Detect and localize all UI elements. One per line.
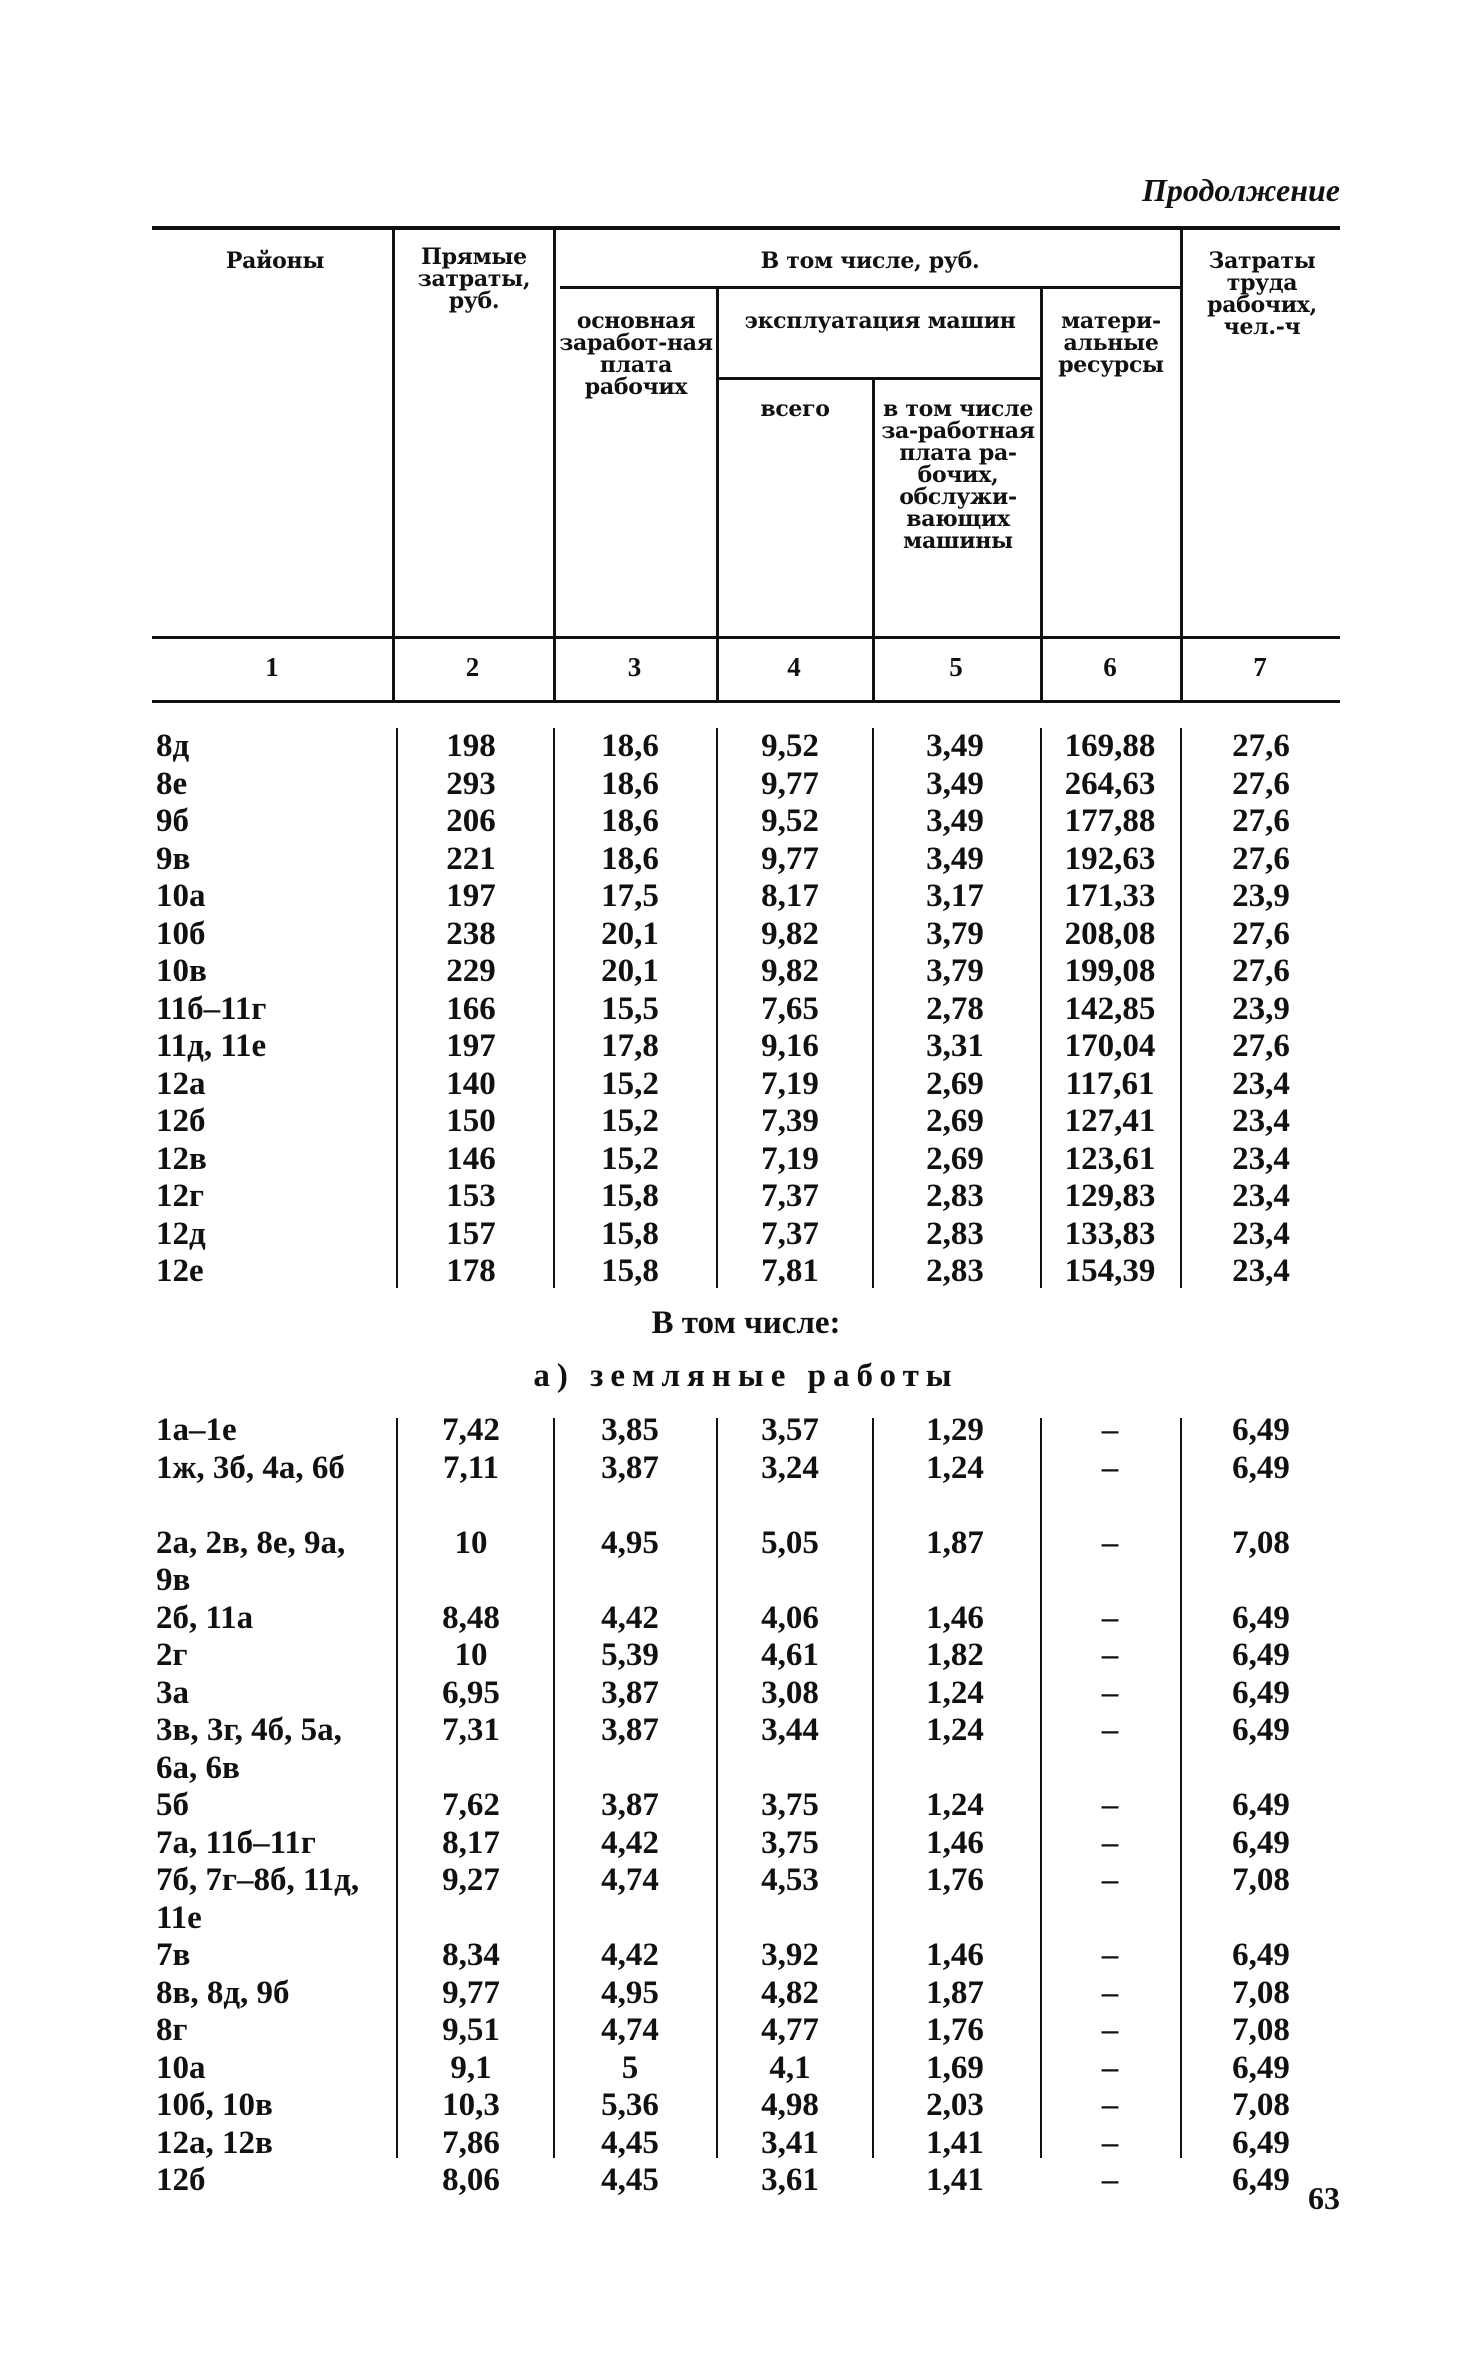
region-cell: 12г (156, 1178, 204, 1214)
table-row (152, 2125, 1340, 2163)
header-rayony: Районы (225, 248, 325, 274)
value-cell: 127,41 (1064, 1103, 1156, 1139)
value-cell: 7,42 (442, 1412, 500, 1448)
value-cell: 170,04 (1064, 1028, 1156, 1064)
value-cell: 9,77 (442, 1974, 500, 2011)
table-row (152, 2050, 1340, 2088)
value-cell: 8,17 (442, 1824, 500, 1861)
value-cell: 1,24 (926, 1449, 984, 1486)
table-row (152, 1637, 1340, 1675)
value-cell: – (1101, 1599, 1119, 1636)
value-cell: 3,79 (926, 915, 984, 952)
value-cell: 2,78 (926, 990, 984, 1027)
region-cell: 7в (156, 1937, 191, 1973)
value-cell: 15,2 (601, 1140, 659, 1177)
value-cell: 3,75 (761, 1824, 819, 1861)
table-row (152, 1675, 1340, 1713)
value-cell: 27,6 (1232, 728, 1290, 764)
table-row (152, 766, 1340, 804)
value-cell: 4,06 (761, 1599, 819, 1636)
header-zatraty-truda: Затраты труда рабочих, чел.-ч (1207, 248, 1317, 340)
value-cell: 5,39 (601, 1637, 659, 1673)
value-cell: 1,24 (926, 1712, 984, 1748)
value-cell: 146 (446, 1140, 496, 1177)
value-cell: 3,57 (761, 1412, 819, 1448)
value-cell: – (1101, 1412, 1119, 1448)
header-vline-2 (553, 228, 556, 701)
page-number: 63 (1308, 2180, 1340, 2216)
value-cell: 7,37 (761, 1178, 819, 1214)
header-vsego: всего (760, 396, 830, 422)
value-cell: 8,34 (442, 1937, 500, 1973)
value-cell: 199,08 (1064, 953, 1156, 989)
value-cell: 140 (446, 1065, 496, 1102)
value-cell: 6,49 (1232, 2049, 1290, 2086)
value-cell: 6,49 (1232, 1937, 1290, 1973)
value-cell: 198 (446, 728, 496, 764)
table-row (152, 991, 1340, 1029)
value-cell: 1,76 (926, 2012, 984, 2048)
value-cell: 27,6 (1232, 840, 1290, 877)
value-cell: 1,87 (926, 1524, 984, 1561)
value-cell: 4,42 (601, 1937, 659, 1973)
region-cell: 1ж, 3б, 4а, 6б (156, 1449, 345, 1486)
value-cell: 208,08 (1064, 915, 1156, 952)
table-row (152, 1103, 1340, 1141)
value-cell: 6,49 (1232, 1637, 1290, 1673)
value-cell: 18,6 (601, 728, 659, 764)
value-cell: – (1101, 1824, 1119, 1861)
value-cell: – (1101, 1712, 1119, 1748)
value-cell: – (1101, 1449, 1119, 1486)
value-cell: 27,6 (1232, 953, 1290, 989)
value-cell: 23,4 (1232, 1140, 1290, 1177)
region-cell: 12а, 12в (156, 2124, 273, 2161)
value-cell: 197 (446, 878, 496, 914)
value-cell: 7,08 (1232, 1524, 1290, 1561)
value-cell: 27,6 (1232, 1028, 1290, 1064)
region-cell: 12е (156, 1253, 204, 1289)
value-cell: 9,82 (761, 953, 819, 989)
value-cell: 1,24 (926, 1674, 984, 1711)
value-cell: 8,17 (761, 878, 819, 914)
header-osnovnaya: основная заработ-ная плата рабочих (559, 308, 713, 400)
table-row (152, 2012, 1340, 2050)
value-cell: 23,4 (1232, 1178, 1290, 1214)
value-cell: 197 (446, 1028, 496, 1064)
value-cell: – (1101, 2124, 1119, 2161)
region-cell: 7б, 7г–8б, 11д, 11е (156, 1862, 360, 1936)
value-cell: 293 (446, 765, 496, 802)
region-cell: 8г (156, 2012, 188, 2048)
value-cell: 1,76 (926, 1862, 984, 1898)
value-cell: 3,49 (926, 765, 984, 802)
value-cell: 1,24 (926, 1787, 984, 1823)
value-cell: 3,44 (761, 1712, 819, 1748)
value-cell: 7,37 (761, 1215, 819, 1252)
region-cell: 1а–1е (156, 1412, 237, 1448)
table-row (152, 728, 1340, 766)
table-row (152, 2087, 1340, 2125)
value-cell: 154,39 (1064, 1253, 1156, 1289)
value-cell: 7,81 (761, 1253, 819, 1289)
value-cell: 3,79 (926, 953, 984, 989)
value-cell: 142,85 (1064, 990, 1156, 1027)
table-row (152, 1028, 1340, 1066)
value-cell: 3,49 (926, 840, 984, 877)
table-row (152, 878, 1340, 916)
value-cell: 177,88 (1064, 803, 1156, 839)
value-cell: 15,2 (601, 1103, 659, 1139)
value-cell: 7,08 (1232, 1862, 1290, 1898)
value-cell: 3,24 (761, 1449, 819, 1486)
value-cell: 7,08 (1232, 1974, 1290, 2011)
value-cell: 3,31 (926, 1028, 984, 1064)
value-cell: 206 (446, 803, 496, 839)
value-cell: 20,1 (601, 953, 659, 989)
region-cell: 9б (156, 803, 189, 839)
value-cell: 7,08 (1232, 2087, 1290, 2123)
value-cell: 4,61 (761, 1637, 819, 1673)
value-cell: 4,45 (601, 2124, 659, 2161)
value-cell: 4,77 (761, 2012, 819, 2048)
column-number-2: 2 (465, 652, 480, 682)
value-cell: 6,49 (1232, 1599, 1290, 1636)
value-cell: 1,46 (926, 1599, 984, 1636)
colnum-bottom-rule (152, 700, 1340, 703)
value-cell: 123,61 (1064, 1140, 1156, 1177)
value-cell: 18,6 (601, 765, 659, 802)
value-cell: 4,98 (761, 2087, 819, 2123)
value-cell: 3,41 (761, 2124, 819, 2161)
table-row (152, 1862, 1340, 1937)
value-cell: 2,69 (926, 1065, 984, 1102)
value-cell: 5,05 (761, 1524, 819, 1561)
value-cell: 10 (454, 1524, 488, 1561)
value-cell: 3,61 (761, 2162, 819, 2198)
value-cell: 1,29 (926, 1412, 984, 1448)
value-cell: 10,3 (442, 2087, 500, 2123)
value-cell: 15,5 (601, 990, 659, 1027)
table-row (152, 916, 1340, 954)
header-vline-1 (392, 228, 395, 701)
value-cell: 6,49 (1232, 1412, 1290, 1448)
value-cell: 3,92 (761, 1937, 819, 1973)
table-row (152, 1975, 1340, 2013)
value-cell: 3,85 (601, 1412, 659, 1448)
value-cell: 3,49 (926, 728, 984, 764)
value-cell: 17,5 (601, 878, 659, 914)
section-a-title: а) земляные работы (533, 1358, 959, 1394)
region-cell: 10б, 10в (156, 2087, 273, 2123)
value-cell: 169,88 (1064, 728, 1156, 764)
region-cell: 3а (156, 1674, 189, 1711)
header-ekspluatatsiya: эксплуатация машин (744, 308, 1016, 334)
value-cell: 178 (446, 1253, 496, 1289)
value-cell: – (1101, 1637, 1119, 1673)
region-cell: 2а, 2в, 8е, 9а, 9в (156, 1524, 346, 1598)
value-cell: 9,52 (761, 728, 819, 764)
value-cell: 6,49 (1232, 2162, 1290, 2198)
column-number-5: 5 (949, 652, 963, 682)
earth-works-table (152, 1412, 1340, 2200)
header-v-tom-chisle-zp: в том числе за-работная плата ра-бочих, обслужи-вающих машины (881, 396, 1035, 554)
main-table (152, 728, 1340, 1291)
value-cell: 10 (454, 1637, 488, 1673)
table-row (152, 1216, 1340, 1254)
region-cell: 11д, 11е (156, 1028, 267, 1064)
value-cell: 15,2 (601, 1065, 659, 1102)
value-cell: 1,41 (926, 2162, 984, 2198)
column-number-4: 4 (787, 652, 801, 682)
region-cell: 12а (156, 1065, 206, 1102)
value-cell: 27,6 (1232, 915, 1290, 952)
value-cell: 15,8 (601, 1253, 659, 1289)
value-cell: 9,16 (761, 1028, 819, 1064)
region-cell: 8в, 8д, 9б (156, 1974, 290, 2011)
continuation-label: Продолжение (1142, 172, 1340, 208)
value-cell: 2,69 (926, 1103, 984, 1139)
value-cell: 7,39 (761, 1103, 819, 1139)
region-cell: 8е (156, 765, 188, 802)
table-row (152, 1712, 1340, 1787)
value-cell: 4,95 (601, 1974, 659, 2011)
value-cell: 157 (446, 1215, 496, 1252)
table-row (152, 1178, 1340, 1216)
header-pryamye: Прямые затраты, руб. (417, 244, 531, 314)
value-cell: 7,31 (442, 1712, 500, 1748)
region-cell: 2б, 11а (156, 1599, 254, 1636)
table-row (152, 953, 1340, 991)
table-row (152, 841, 1340, 879)
table-row (152, 1937, 1340, 1975)
value-cell: 166 (446, 990, 496, 1027)
value-cell: 6,49 (1232, 1824, 1290, 1861)
value-cell: 4,74 (601, 2012, 659, 2048)
value-cell: 3,87 (601, 1787, 659, 1823)
value-cell: 238 (446, 915, 496, 952)
value-cell: – (1101, 1674, 1119, 1711)
value-cell: 192,63 (1064, 840, 1156, 877)
table-row (152, 1450, 1340, 1525)
value-cell: 4,42 (601, 1824, 659, 1861)
value-cell: – (1101, 1974, 1119, 2011)
region-cell: 11б–11г (156, 990, 267, 1027)
value-cell: 18,6 (601, 840, 659, 877)
value-cell: 7,62 (442, 1787, 500, 1823)
region-cell: 7а, 11б–11г (156, 1824, 316, 1861)
value-cell: 9,51 (442, 2012, 500, 2048)
value-cell: 23,9 (1232, 990, 1290, 1027)
value-cell: – (1101, 2049, 1119, 2086)
table-row (152, 1066, 1340, 1104)
region-cell: 10б (156, 915, 206, 952)
value-cell: 3,87 (601, 1712, 659, 1748)
value-cell: 4,1 (769, 2049, 811, 2086)
region-cell: 5б (156, 1787, 189, 1823)
value-cell: 1,46 (926, 1824, 984, 1861)
header-bottom-rule (152, 636, 1340, 639)
value-cell: – (1101, 1862, 1119, 1898)
value-cell: 1,46 (926, 1937, 984, 1973)
value-cell: 9,77 (761, 840, 819, 877)
value-cell: 3,08 (761, 1674, 819, 1711)
value-cell: 5,36 (601, 2087, 659, 2123)
value-cell: – (1101, 1787, 1119, 1823)
value-cell: 171,33 (1064, 878, 1156, 914)
column-number-1: 1 (265, 652, 279, 682)
region-cell: 12д (156, 1215, 206, 1252)
table-row (152, 1412, 1340, 1450)
value-cell: 9,52 (761, 803, 819, 839)
header-materialnye: матери-альные ресурсы (1058, 308, 1164, 378)
value-cell: 23,4 (1232, 1215, 1290, 1252)
region-cell: 3в, 3г, 4б, 5а, 6а, 6в (156, 1712, 342, 1786)
region-cell: 12б (156, 2162, 206, 2198)
region-cell: 12б (156, 1103, 206, 1139)
value-cell: 23,4 (1232, 1253, 1290, 1289)
value-cell: 4,45 (601, 2162, 659, 2198)
value-cell: 9,82 (761, 915, 819, 952)
value-cell: 7,19 (761, 1140, 819, 1177)
value-cell: 229 (446, 953, 496, 989)
value-cell: 3,17 (926, 878, 984, 914)
table-row (152, 1787, 1340, 1825)
value-cell: 6,49 (1232, 2124, 1290, 2161)
value-cell: 9,1 (450, 2049, 492, 2086)
value-cell: 2,03 (926, 2087, 984, 2123)
value-cell: – (1101, 2162, 1119, 2198)
value-cell: 150 (446, 1103, 496, 1139)
value-cell: 6,49 (1232, 1787, 1290, 1823)
table-row (152, 1825, 1340, 1863)
table-row (152, 1600, 1340, 1638)
value-cell: 2,83 (926, 1178, 984, 1214)
value-cell: 4,95 (601, 1524, 659, 1561)
value-cell: 7,19 (761, 1065, 819, 1102)
value-cell: 9,77 (761, 765, 819, 802)
value-cell: 6,95 (442, 1674, 500, 1711)
header-v-tom-chisle: В том числе, руб. (760, 248, 980, 274)
value-cell: 3,49 (926, 803, 984, 839)
value-cell: 17,8 (601, 1028, 659, 1064)
value-cell: 15,8 (601, 1215, 659, 1252)
header-vline-6 (1180, 228, 1183, 701)
value-cell: 1,41 (926, 2124, 984, 2161)
value-cell: 221 (446, 840, 496, 877)
value-cell: 23,9 (1232, 878, 1290, 914)
table-row (152, 1525, 1340, 1600)
subheader-rule (560, 286, 1180, 289)
header-vline-5 (1040, 288, 1043, 701)
value-cell: 2,83 (926, 1215, 984, 1252)
value-cell: 4,74 (601, 1862, 659, 1898)
value-cell: 4,42 (601, 1599, 659, 1636)
header-vline-3 (716, 288, 719, 701)
value-cell: 153 (446, 1178, 496, 1214)
column-number-3: 3 (627, 652, 642, 682)
value-cell: 133,83 (1064, 1215, 1156, 1252)
table-row (152, 1141, 1340, 1179)
value-cell: 4,53 (761, 1862, 819, 1898)
value-cell: 2,69 (926, 1140, 984, 1177)
value-cell: – (1101, 1524, 1119, 1561)
value-cell: 7,08 (1232, 2012, 1290, 2048)
value-cell: 3,75 (761, 1787, 819, 1823)
value-cell: 4,82 (761, 1974, 819, 2011)
value-cell: 3,87 (601, 1674, 659, 1711)
value-cell: 18,6 (601, 803, 659, 839)
table-row (152, 803, 1340, 841)
region-cell: 2г (156, 1637, 188, 1673)
in-that-number-label: В том числе: (651, 1305, 841, 1341)
column-number-6: 6 (1103, 652, 1117, 682)
value-cell: – (1101, 2012, 1119, 2048)
value-cell: 6,49 (1232, 1674, 1290, 1711)
value-cell: 6,49 (1232, 1712, 1290, 1748)
value-cell: 264,63 (1064, 765, 1156, 802)
value-cell: – (1101, 1937, 1119, 1973)
value-cell: 7,11 (443, 1449, 499, 1486)
header-top-rule (152, 226, 1340, 230)
value-cell: 1,87 (926, 1974, 984, 2011)
value-cell: 2,83 (926, 1253, 984, 1289)
region-cell: 8д (156, 728, 190, 764)
value-cell: 1,69 (926, 2049, 984, 2086)
region-cell: 10а (156, 878, 206, 914)
value-cell: 27,6 (1232, 765, 1290, 802)
value-cell: 1,82 (926, 1637, 984, 1673)
value-cell: 7,65 (761, 990, 819, 1027)
value-cell: 5 (621, 2049, 639, 2086)
value-cell: 23,4 (1232, 1065, 1290, 1102)
value-cell: 23,4 (1232, 1103, 1290, 1139)
value-cell: 6,49 (1232, 1449, 1290, 1486)
value-cell: 27,6 (1232, 803, 1290, 839)
table-row (152, 1253, 1340, 1291)
value-cell: 3,87 (601, 1449, 659, 1486)
value-cell: 15,8 (601, 1178, 659, 1214)
value-cell: 8,48 (442, 1599, 500, 1636)
machines-rule (718, 377, 1040, 380)
value-cell: 117,61 (1065, 1065, 1155, 1102)
region-cell: 10в (156, 953, 207, 989)
region-cell: 10а (156, 2049, 206, 2086)
region-cell: 12в (156, 1140, 207, 1177)
value-cell: – (1101, 2087, 1119, 2123)
value-cell: 20,1 (601, 915, 659, 952)
value-cell: 129,83 (1064, 1178, 1156, 1214)
value-cell: 7,86 (442, 2124, 500, 2161)
region-cell: 9в (156, 840, 191, 877)
value-cell: 8,06 (442, 2162, 500, 2198)
column-number-7: 7 (1253, 652, 1267, 682)
value-cell: 9,27 (442, 1862, 500, 1898)
table-row (152, 2162, 1340, 2200)
